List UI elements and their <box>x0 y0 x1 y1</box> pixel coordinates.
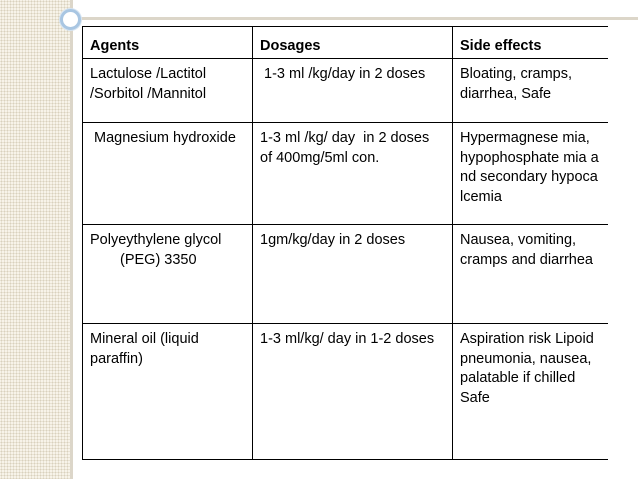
side-effects-cell <box>453 59 609 123</box>
dosage-cell <box>253 123 453 225</box>
table-row <box>83 123 609 225</box>
side-effects-cell <box>453 123 609 225</box>
header-dosages: Dosages <box>253 27 453 59</box>
dosage-text: 1-3 ml/kg/ day in 1-2 doses <box>260 331 435 347</box>
table-row <box>83 59 609 123</box>
table-row <box>83 225 609 324</box>
table-header-row <box>83 27 609 59</box>
header-agents: Agents <box>83 27 253 59</box>
agent-cell <box>83 123 253 225</box>
side-effects-cell <box>453 324 609 460</box>
circle-bullet-icon <box>60 9 81 30</box>
agent-cell <box>83 324 253 460</box>
side-effects-text: Aspiration risk Lipoid pneumonia, nausea, palatable if chilled Safe <box>460 331 594 406</box>
agent-text-line2: (PEG) 3350 <box>120 251 197 268</box>
top-divider-line <box>70 17 638 20</box>
dosage-cell <box>253 324 453 460</box>
side-effects-text: Hypermagnese mia, hypophosphate mia and secondary hypocalcemia <box>460 130 599 205</box>
dosage-cell <box>253 59 453 123</box>
agent-cell <box>83 225 253 324</box>
agent-text: Mineral oil (liquid paraffin) <box>90 331 199 367</box>
agent-cell <box>83 59 253 123</box>
agent-text: Polyeythylene glycol <box>90 232 222 248</box>
dosage-cell <box>253 225 453 324</box>
dosage-table <box>82 26 608 460</box>
table-row <box>83 324 609 460</box>
side-effects-text: Bloating, cramps, diarrhea, Safe <box>460 66 573 102</box>
dosage-text: 1-3 ml /kg/day in 2 doses <box>260 66 426 82</box>
dosage-table-container <box>82 26 608 462</box>
side-effects-text: Nausea, vomiting, cramps and diarrhea <box>460 232 593 268</box>
dosage-text: 1-3 ml /kg/ day in 2 doses of 400mg/5ml con. <box>260 130 434 166</box>
left-divider-line <box>70 0 73 479</box>
agent-text: Magnesium hydroxide <box>90 130 236 146</box>
agent-text: Lactulose /Lactitol /Sorbitol /Mannitol <box>90 66 207 102</box>
left-decorative-band <box>0 0 70 479</box>
dosage-text: 1gm/kg/day in 2 doses <box>260 232 406 248</box>
header-side-effects: Side effects <box>453 27 609 59</box>
side-effects-cell <box>453 225 609 324</box>
